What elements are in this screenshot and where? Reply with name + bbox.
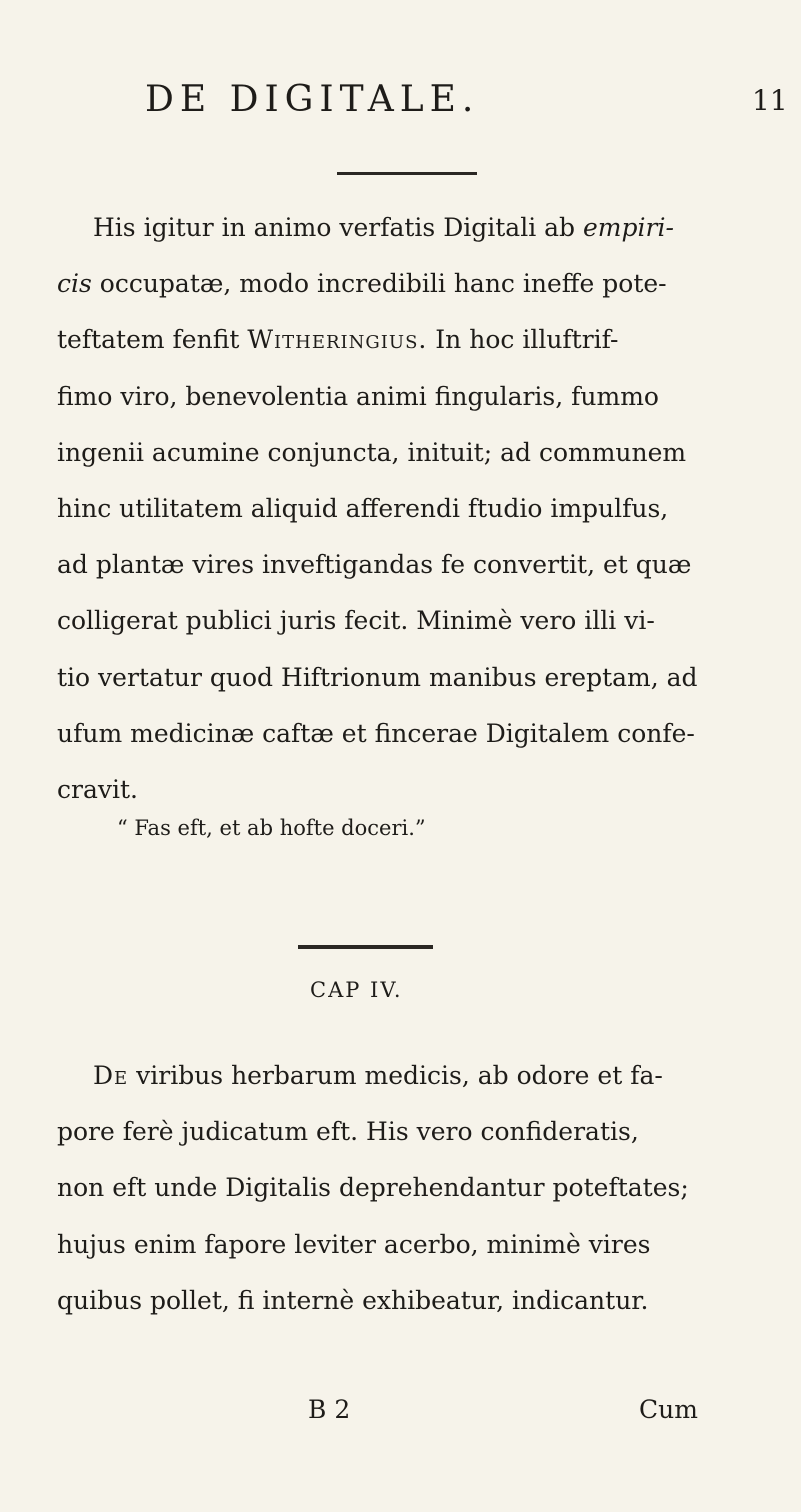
catchword: Cum: [639, 1395, 698, 1424]
text-line: fimo viro, benevolentia animi fingularis, fummo: [57, 381, 659, 411]
text-line: ufum medicinæ caftæ et fincerae Digitalem confe-: [57, 718, 695, 748]
paragraph-2: [57, 1048, 757, 1329]
text-line: hinc utilitatem aliquid afferendi ftudio impulfus,: [57, 493, 669, 523]
text-line: colligerat publici juris fecit. Minimè vero illi vi-: [57, 606, 655, 636]
text-line: quibus pollet, fi internè exhibeatur, indicantur.: [57, 1285, 649, 1315]
text-line: teftatem fenfit Witheringius. In hoc illuftrif-: [57, 325, 619, 355]
header-rule: [337, 172, 477, 175]
paragraph-1: [57, 200, 757, 818]
chapter-heading: CAP IV.: [310, 978, 403, 1002]
author-name: Witheringius.: [247, 325, 428, 355]
text-line: ingenii acumine conjuncta, inituit; ad communem: [57, 437, 687, 467]
text-line: pore ferè judicatum eft. His vero confideratis,: [57, 1117, 639, 1147]
text-line: non eft unde Digitalis deprehendantur poteftates;: [57, 1173, 689, 1203]
text-line: tio vertatur quod Hiftrionum manibus ereptam, ad: [57, 662, 698, 692]
signature-mark: B 2: [308, 1395, 351, 1424]
running-title: DE DIGITALE.: [145, 79, 480, 120]
text-line: cravit.: [57, 774, 138, 804]
text-line: De viribus herbarum medicis, ab odore et fa-: [93, 1061, 663, 1090]
quotation: “ Fas eft, et ab hofte doceri.”: [117, 816, 426, 840]
text-line: ad plantæ vires inveftigandas fe convertit, et quæ: [57, 550, 692, 580]
page-number: 11: [752, 84, 788, 117]
text-line: hujus enim fapore leviter acerbo, minimè vires: [57, 1229, 651, 1259]
text-line: His igitur in animo verfatis Digitali ab empiri-: [93, 213, 674, 242]
section-rule: [298, 945, 433, 949]
text-line: cis occupatæ, modo incredibili hanc ineffe pote-: [57, 269, 667, 299]
